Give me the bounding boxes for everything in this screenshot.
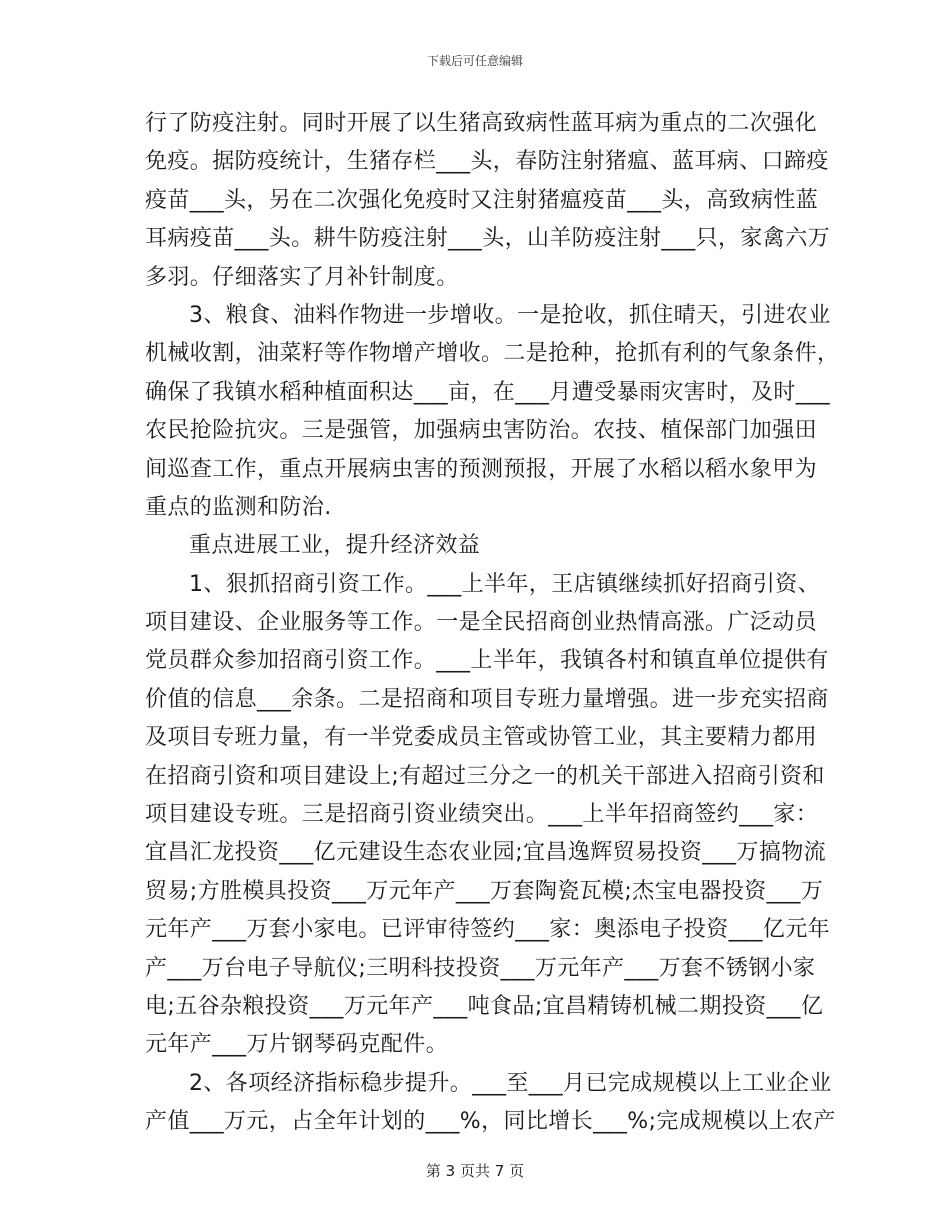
text-line: 项目建设、企业服务等工作。一是全民招商创业热情高涨。广泛动员 <box>145 610 818 636</box>
text-line: 多羽。仔细落实了月补针制度。 <box>145 264 459 290</box>
text-line: 1、狠抓招商引资工作。___上半年，王店镇继续抓好招商引资、 <box>189 571 820 597</box>
text-line: 2、各项经济指标稳步提升。___至___月已完成规模以上工业企业 <box>189 1070 832 1096</box>
text-line: 价值的信息___余条。二是招商和项目专班力量增强。进一步充实招商 <box>145 686 829 712</box>
text-line: 间巡查工作，重点开展病虫害的预测预报，开展了水稻以稻水象甲为 <box>145 456 818 482</box>
text-line: 行了防疫注射。同时开展了以生猪高致病性蓝耳病为重点的二次强化 <box>145 111 818 136</box>
text-line: 重点的监测和防治. <box>145 494 332 520</box>
text-line: 贸易;方胜模具投资___万元年产___万套陶瓷瓦模;杰宝电器投资___万 <box>145 878 824 904</box>
text-line: 产___万台电子导航仪;三明科技投资___万元年产___万套不锈钢小家 <box>145 955 816 981</box>
text-line: 党员群众参加招商引资工作。___上半年，我镇各村和镇直单位提供有 <box>145 648 829 674</box>
text-line: 及项目专班力量，有一半党委成员主管或协管工业，其主要精力都用 <box>145 725 818 751</box>
text-line: 在招商引资和项目建设上;有超过三分之一的机关干部进入招商引资和 <box>145 763 825 789</box>
page-footer: 第 3 页共 7 页 <box>425 1162 525 1180</box>
text-line: 3、粮食、油料作物进一步增收。一是抢收，抓住晴天，引进农业 <box>189 302 831 328</box>
text-line: 重点进展工业，提升经济效益 <box>189 533 481 559</box>
page-header: 下载后可任意编辑 <box>426 54 523 68</box>
text-line: 项目建设专班。三是招商引资业绩突出。___上半年招商签约___家： <box>145 802 819 828</box>
text-line: 电;五谷杂粮投资___万元年产___吨食品;宜昌精铸机械二期投资___亿 <box>145 993 824 1019</box>
text-line: 宜昌汇龙投资___亿元建设生态农业园;宜昌逸辉贸易投资___万搞物流 <box>145 840 827 866</box>
text-line: 免疫。据防疫统计，生猪存栏___头，春防注射猪瘟、蓝耳病、口蹄疫 <box>145 149 829 175</box>
text-line: 元年产___万片钢琴码克配件。 <box>145 1032 449 1058</box>
text-line: 机械收割，油菜籽等作物增产增收。二是抢种，抢抓有利的气象条件， <box>145 341 840 367</box>
text-line: 元年产___万套小家电。已评审待签约___家：奥添电子投资___亿元年 <box>145 917 831 943</box>
document-body <box>145 105 840 1142</box>
text-line: 疫苗___头，另在二次强化免疫时又注射猪瘟疫苗___头，高致病性蓝 <box>145 187 819 213</box>
text-line: 农民抢险抗灾。三是强管，加强病虫害防治。农技、植保部门加强田 <box>145 418 818 444</box>
text-line: 耳病疫苗___头。耕牛防疫注射___头，山羊防疫注射___只，家禽六万 <box>145 226 831 252</box>
text-line: 产值___万元，占全年计划的___%，同比增长___%;完成规模以上农产 <box>145 1109 836 1135</box>
text-line: 确保了我镇水稻种植面积达___亩，在___月遭受暴雨灾害时，及时___ <box>145 379 831 405</box>
